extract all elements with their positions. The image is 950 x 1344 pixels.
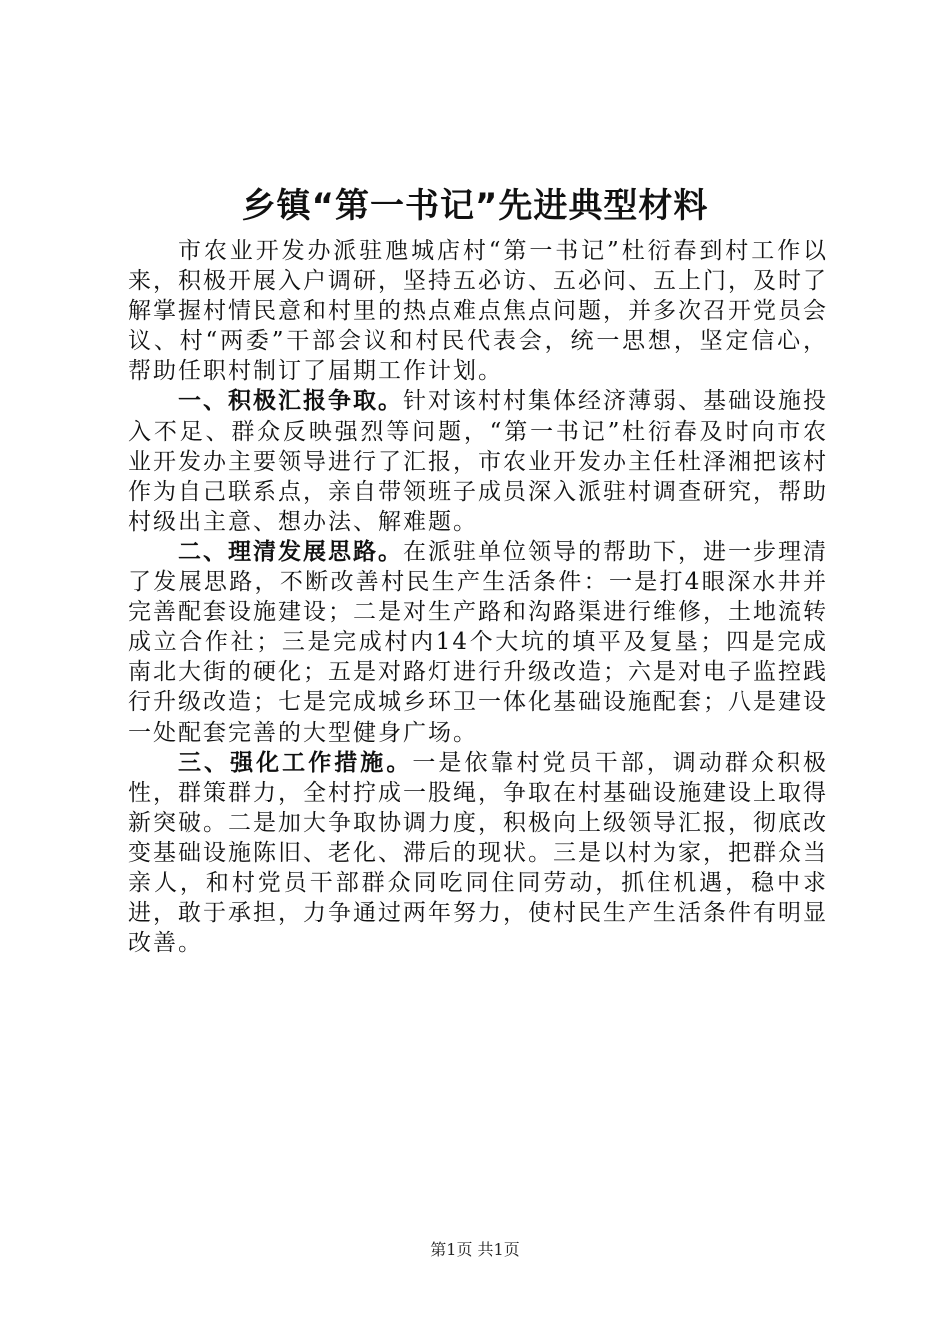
intro-paragraph: 市农业开发办派驻虺城店村“第一书记”杜衍春到村工作以来，积极开展入户调研，坚持五必访、五必问、五上门，及时了解掌握村情民意和村里的热点难点焦点问题，并多次召开党员会议、村“两委”干部会议和村民代表会，统一思想，坚定信心，帮助任职村制订了届期工作计划。 xyxy=(128,238,828,385)
document-title: 乡镇“第一书记”先进典型材料 xyxy=(241,186,709,226)
section-heading-2: 二、理清发展思路。 xyxy=(178,538,403,565)
section-heading-1: 一、积极汇报争取。 xyxy=(178,388,403,415)
section-paragraph-2 xyxy=(128,537,828,748)
section-heading-3: 三、强化工作措施。 xyxy=(178,749,413,776)
section-paragraph-1 xyxy=(128,386,828,536)
document-body xyxy=(128,236,828,958)
section-paragraph-3 xyxy=(128,748,828,959)
page-footer: 第1页 共1页 xyxy=(430,1240,520,1259)
section-text-3: 一是依靠村党员干部，调动群众积极性，群策群力，全村拧成一股绳，争取在村基础设施建设上取得新突破。二是加大争取协调力度，积极向上级领导汇报，彻底改变基础设施陈旧、老化、滞后的现状。三是以村为家，把群众当亲人，和村党员干部群众同吃同住同劳动，抓住机遇，稳中求进，敢于承担，力争通过两年努力，使村民生产生活条件有明显改善。 xyxy=(128,749,829,957)
section-text-2: 在派驻单位领导的帮助下，进一步理清了发展思路，不断改善村民生产生活条件：一是打4眼深水井并完善配套设施建设；二是对生产路和沟路渠进行维修，土地流转成立合作社；三是完成村内14个大坑的填平及复垦；四是完成南北大街的硬化；五是对路灯进行升级改造；六是对电子监控践行升级改造；七是完成城乡环卫一体化基础设施配套；八是建设一处配套完善的大型健身广场。 xyxy=(128,538,828,746)
section-text-1: 针对该村村集体经济薄弱、基础设施投入不足、群众反映强烈等问题，“第一书记”杜衍春及时向市农业开发办主要领导进行了汇报，市农业开发办主任杜泽湘把该村作为自己联系点，亲自带领班子成员深入派驻村调查研究，帮助村级出主意、想办法、解难题。 xyxy=(128,388,828,535)
